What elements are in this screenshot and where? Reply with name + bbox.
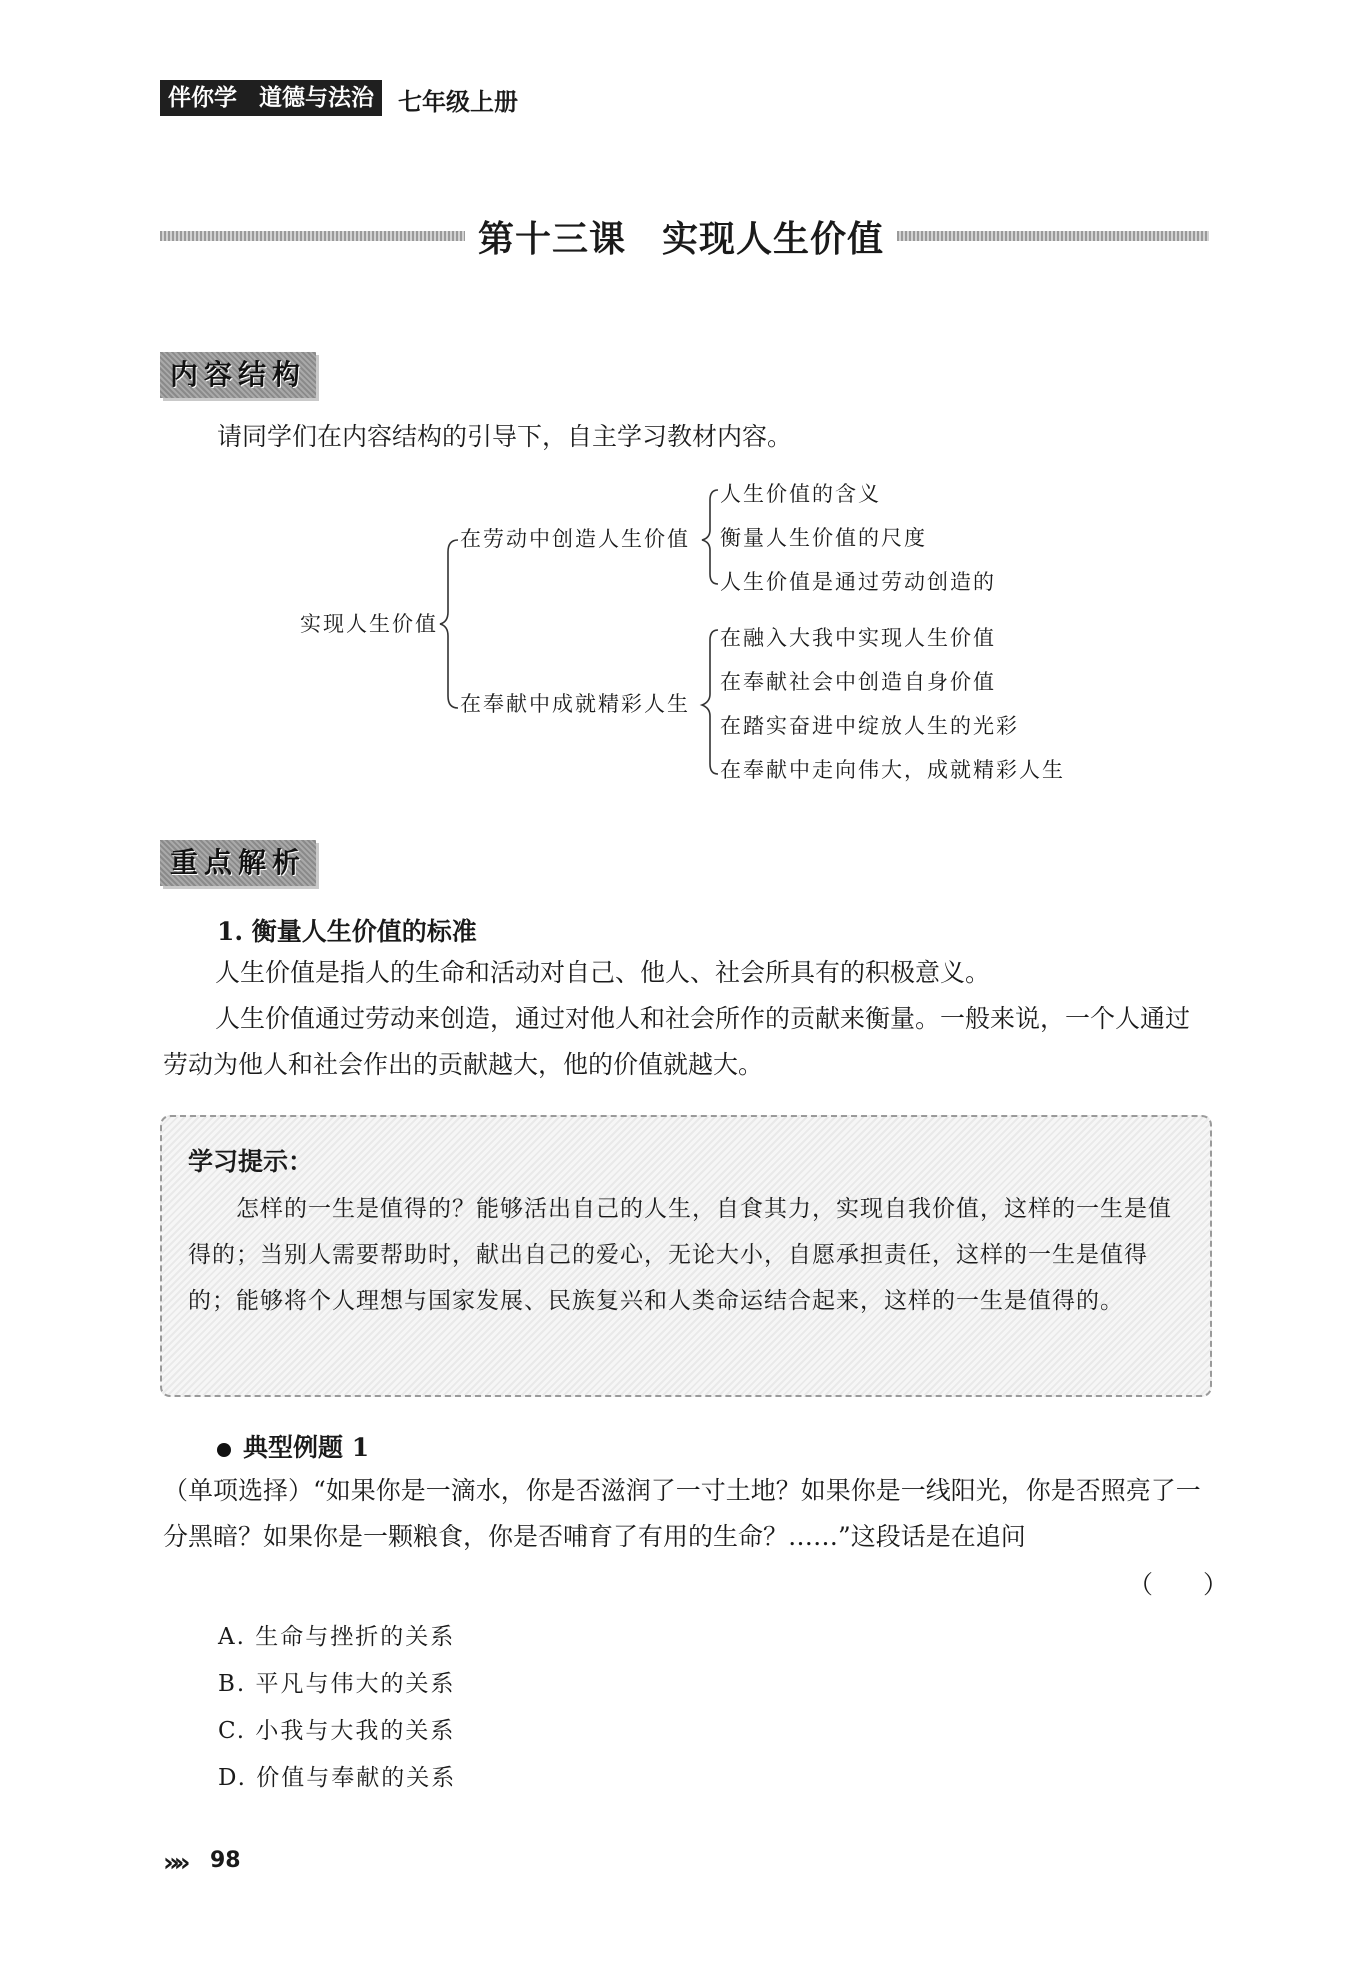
option-d[interactable]: D. 价值与奉献的关系 <box>218 1765 457 1791</box>
bullet-icon <box>217 1443 231 1457</box>
branch2-brace <box>702 630 718 774</box>
lesson-name: 实现人生价值 <box>662 219 885 260</box>
option-a[interactable]: A. 生命与挫折的关系 <box>218 1624 456 1650</box>
mind-map-item: 衡量人生价值的尺度 <box>720 526 927 550</box>
branch1-brace <box>702 490 718 584</box>
mind-map-item: 在融入大我中实现人生价值 <box>720 626 996 650</box>
mind-map-item: 人生价值是通过劳动创造的 <box>720 570 996 594</box>
example-title: 典型例题 1 <box>243 1433 370 1462</box>
paragraph-measurement: 人生价值通过劳动来创造，通过对他人和社会所作的贡献来衡量。一般来说，一个人通过劳动为他人和社会作出的贡献越大，他的价值就越大。 <box>163 1004 1191 1079</box>
mind-map-branch-dedication: 在奉献中成就精彩人生 <box>460 692 690 716</box>
answer-blank[interactable]: （ ） <box>1128 1570 1229 1599</box>
mind-map-item: 在奉献中走向伟大，成就精彩人生 <box>720 758 1065 782</box>
option-b[interactable]: B. 平凡与伟大的关系 <box>218 1671 456 1697</box>
learning-tip-title: 学习提示： <box>188 1147 314 1176</box>
page-number: 98 <box>210 1848 241 1873</box>
point-title: 1. 衡量人生价值的标准 <box>217 917 477 946</box>
grade-label: 七年级上册 <box>398 87 518 116</box>
lesson-number: 第十三课 <box>478 219 627 260</box>
subject-name: 道德与法治 <box>259 85 374 111</box>
series-name: 伴你学 <box>168 85 237 111</box>
learning-tip-text: 怎样的一生是值得的？能够活出自己的人生，自食其力，实现自我价值，这样的一生是值得的；当别人需要帮助时，献出自己的爱心，无论大小，自愿承担责任，这样的一生是值得的；能够将个人理想与国家发展、民族复兴和人类命运结合起来，这样的一生是值得的。 <box>188 1196 1172 1314</box>
section-tag-key-analysis: 重点解析 <box>160 840 316 886</box>
paragraph-definition: 人生价值是指人的生命和活动对自己、他人、社会所具有的积极意义。 <box>215 958 991 987</box>
root-brace <box>440 540 458 708</box>
section-tag-content-structure: 内容结构 <box>160 352 316 398</box>
mind-map-item: 在奉献社会中创造自身价值 <box>720 670 996 694</box>
page-arrows-icon: »» <box>163 1848 185 1878</box>
mind-map-item: 在踏实奋进中绽放人生的光彩 <box>720 714 1019 738</box>
example-question: （单项选择）“如果你是一滴水，你是否滋润了一寸土地？如果你是一线阳光，你是否照亮了一分黑暗？如果你是一颗粮食，你是否哺育了有用的生命？……”这段话是在追问 <box>163 1476 1201 1551</box>
mind-map-root: 实现人生价值 <box>300 612 438 636</box>
mind-map-branch-labor: 在劳动中创造人生价值 <box>460 527 690 551</box>
option-c[interactable]: C. 小我与大我的关系 <box>218 1718 456 1744</box>
example-heading <box>217 1428 369 1464</box>
mind-map-item: 人生价值的含义 <box>720 482 881 506</box>
section-intro: 请同学们在内容结构的引导下，自主学习教材内容。 <box>217 422 793 451</box>
